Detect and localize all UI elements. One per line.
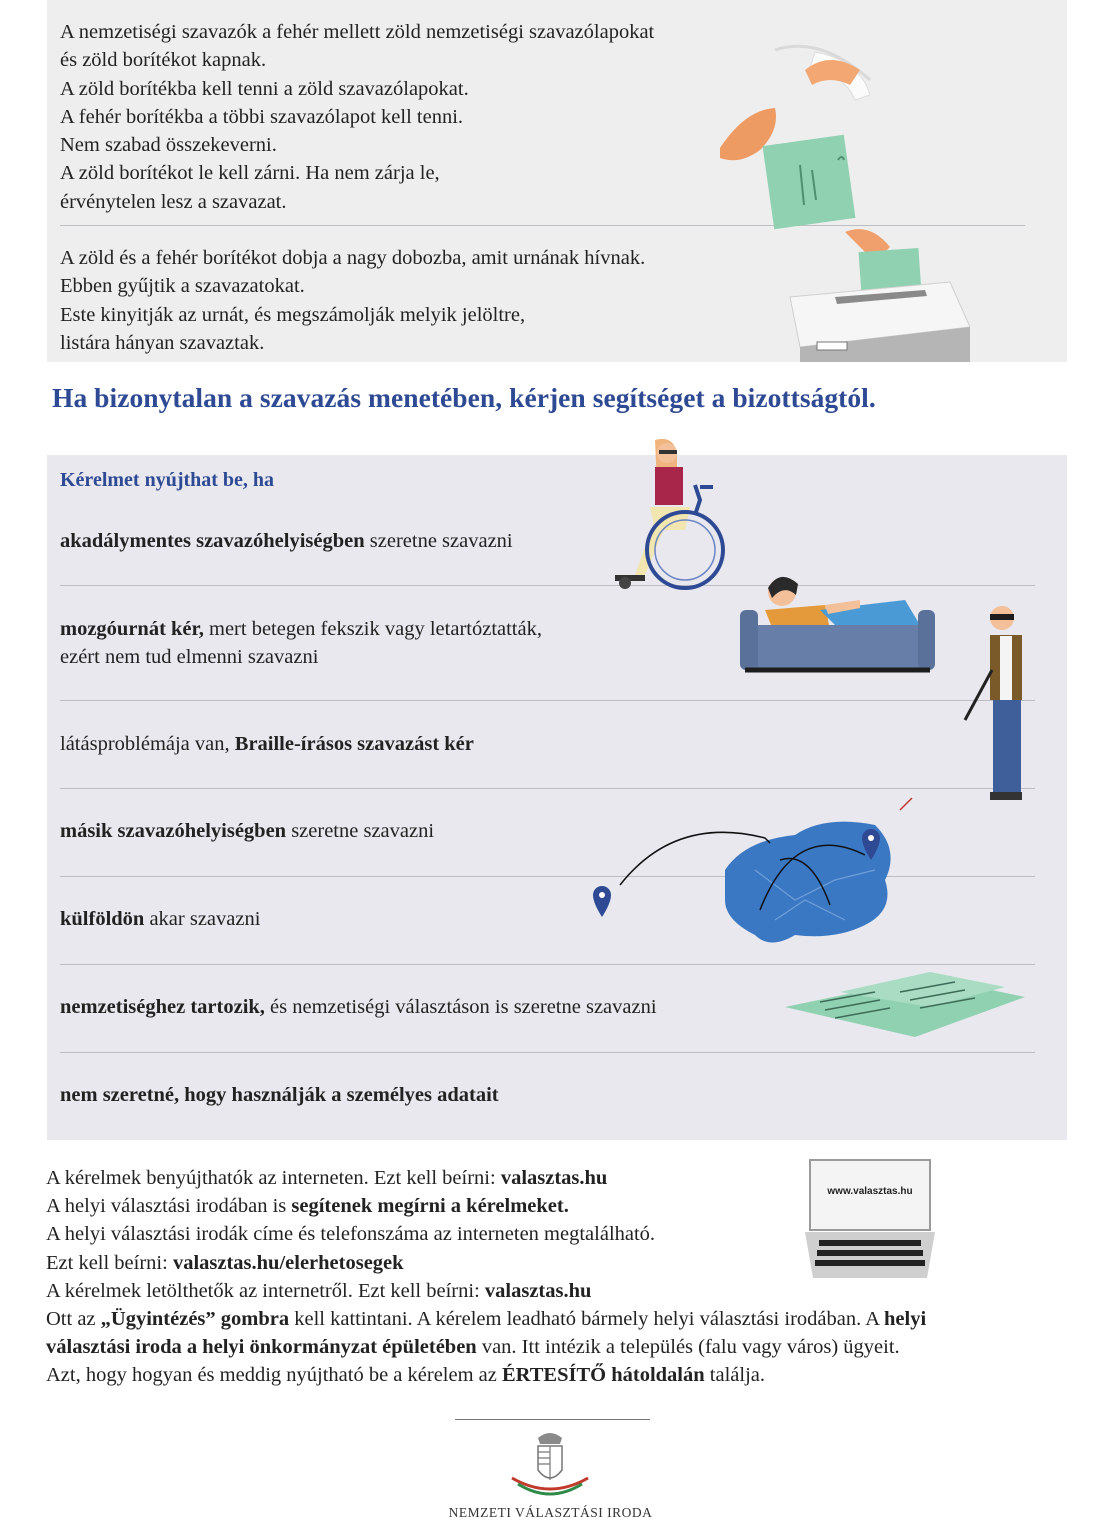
application-info: A kérelmek benyújthatók az interneten. Ezt kell beírni: valasztas.hu A helyi választási irodában is segítenek megírni a kérelmeket. A helyi választási irodák címe és telefonszáma az interneten megtalálható. Ezt kell beírni: valasztas.hu/elerhetosegek A kérelmek letölthetők az internetről. Ezt kell beírni: valasztas.hu Ott az „Ügyintézés” gombra kell kattintani. A kérelem leadható bármely helyi választási irodában. A helyi választási iroda a helyi önkormányzat épületében van. Itt intézik a település (falu vagy város) ügyeit. Azt, hogy hogyan és meddig nyújtható be a kérelem az ÉRTESÍTŐ hátoldalán találja.	[46, 1167, 927, 1387]
ballot-box-illustration	[775, 222, 975, 362]
laptop-url: www.valasztas.hu	[827, 1186, 913, 1197]
coat-of-arms-icon	[510, 1428, 590, 1500]
footer-divider	[455, 1419, 650, 1420]
request-item: nemzetiséghez tartozik, és nemzetiségi választáson is szeretne szavazni	[60, 996, 657, 1018]
bedridden-person-illustration	[740, 570, 935, 685]
footer-organization: NEMZETI VÁLASZTÁSI IRODA	[448, 1505, 653, 1520]
request-item: másik szavazóhelyiségben szeretne szavazni	[60, 820, 435, 842]
request-item: külföldön akar szavazni	[60, 908, 261, 930]
visually-impaired-person-illustration	[960, 600, 1030, 805]
hungary-map-illustration	[575, 810, 915, 950]
green-envelope	[763, 135, 856, 230]
request-item: akadálymentes szavazóhelyiségben szeretne szavazni	[60, 530, 513, 552]
request-item: mozgóurnát kér, mert betegen fekszik vagy letartóztatták, ezért nem tud elmenni szavazni	[60, 618, 542, 668]
ballot-papers-illustration	[780, 962, 1030, 1042]
request-item: nem szeretné, hogy használják a személyes adatait	[60, 1084, 499, 1106]
help-headline: Ha bizonytalan a szavazás menetében, kérjen segítséget a bizottságtól.	[52, 382, 876, 413]
map-pin-icon	[593, 886, 611, 917]
wheelchair-user-illustration	[605, 435, 735, 590]
divider	[60, 700, 1035, 701]
requests-intro: Kérelmet nyújthat be, ha	[60, 469, 275, 491]
divider	[60, 1052, 1035, 1053]
instructions-paragraph-1: A nemzetiségi szavazók a fehér mellett zöld nemzetiségi szavazólapokat és zöld borítékot kapnak. A zöld borítékba kell tenni a zöld szavazólapokat. A fehér borítékba a többi szavazólapot kell tenni. Nem szabad összekeverni. A zöld borítékot le kell zárni. Ha nem zárja le, érvénytelen lesz a szavazat.	[60, 21, 655, 213]
divider	[60, 788, 1035, 789]
instructions-paragraph-2: A zöld és a fehér borítékot dobja a nagy dobozba, amit urnának hívnak. Ebben gyűjtik a szavazatokat. Este kinyitják az urnát, és megszámolják melyik jelöltre, listára hányan szavaztak.	[60, 247, 646, 354]
envelope-hands-illustration	[720, 40, 900, 230]
request-item: látásproblémája van, Braille-írásos szavazást kér	[60, 733, 474, 755]
